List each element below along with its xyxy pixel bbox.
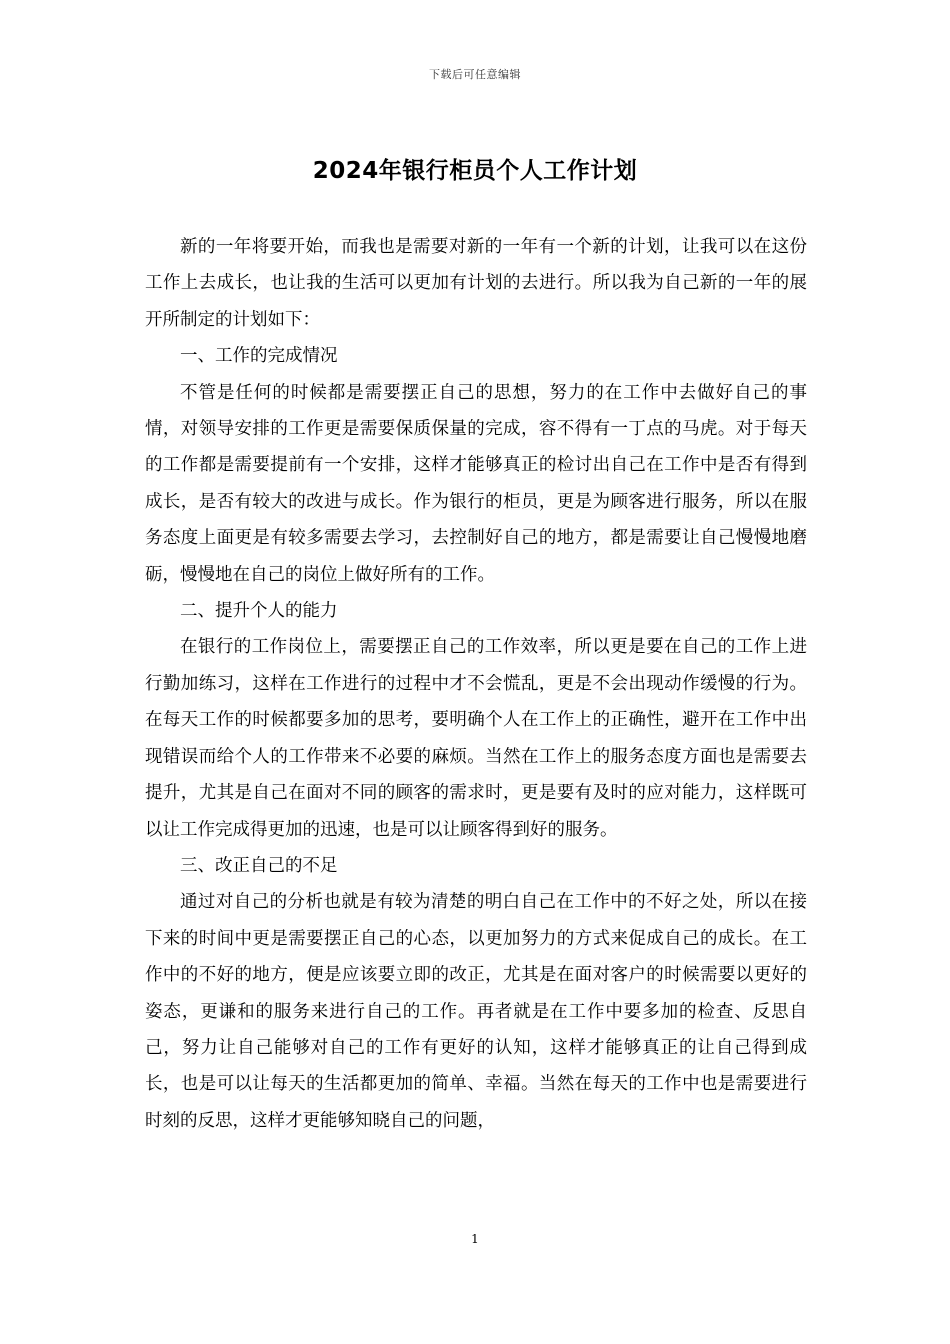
paragraph-intro: 新的一年将要开始，而我也是需要对新的一年有一个新的计划，让我可以在这份工作上去成长，也让我的生活可以更加有计划的去进行。所以我为自己新的一年的展开所制定的计划如下： — [145, 237, 807, 330]
paragraph-section-1: 不管是任何的时候都是需要摆正自己的思想，努力的在工作中去做好自己的事情，对领导安排的工作更是需要保质保量的完成，容不得有一丁点的马虎。对于每天的工作都是需要提前有一个安排，这样才能够真正的检讨出自己在工作中是否有得到成长，是否有较大的改进与成长。作为银行的柜员，更是为顾客进行服务，所以在服务态度上面更是有较多需要去学习，去控制好自己的地方，都是需要让自己慢慢地磨砺，慢慢地在自己的岗位上做好所有的工作。 — [145, 382, 807, 585]
section-heading-3: 三、改正自己的不足 — [180, 855, 338, 876]
page-header: 下载后可任意编辑 — [429, 68, 521, 81]
page-number: 1 — [471, 1232, 479, 1246]
section-heading-2: 二、提升个人的能力 — [180, 601, 338, 622]
document-body — [145, 229, 807, 1139]
section-heading-1: 一、工作的完成情况 — [180, 346, 338, 367]
paragraph-section-3: 通过对自己的分析也就是有较为清楚的明白自己在工作中的不好之处，所以在接下来的时间中更是需要摆正自己的心态，以更加努力的方式来促成自己的成长。在工作中的不好的地方，便是应该要立即的改正，尤其是在面对客户的时候需要以更好的姿态，更谦和的服务来进行自己的工作。再者就是在工作中要多加的检查、反思自己，努力让自己能够对自己的工作有更好的认知，这样才能够真正的让自己得到成长，也是可以让每天的生活都更加的简单、幸福。当然在每天的工作中也是需要进行时刻的反思，这样才更能够知晓自己的问题， — [145, 892, 807, 1131]
paragraph-section-2: 在银行的工作岗位上，需要摆正自己的工作效率，所以更是要在自己的工作上进行勤加练习，这样在工作进行的过程中才不会慌乱，更是不会出现动作缓慢的行为。在每天工作的时候都要多加的思考，要明确个人在工作上的正确性，避开在工作中出现错误而给个人的工作带来不必要的麻烦。当然在工作上的服务态度方面也是需要去提升，尤其是自己在面对不同的顾客的需求时，更是要有及时的应对能力，这样既可以让工作完成得更加的迅速，也是可以让顾客得到好的服务。 — [145, 637, 807, 840]
document-title: 2024年银行柜员个人工作计划 — [312, 158, 638, 184]
